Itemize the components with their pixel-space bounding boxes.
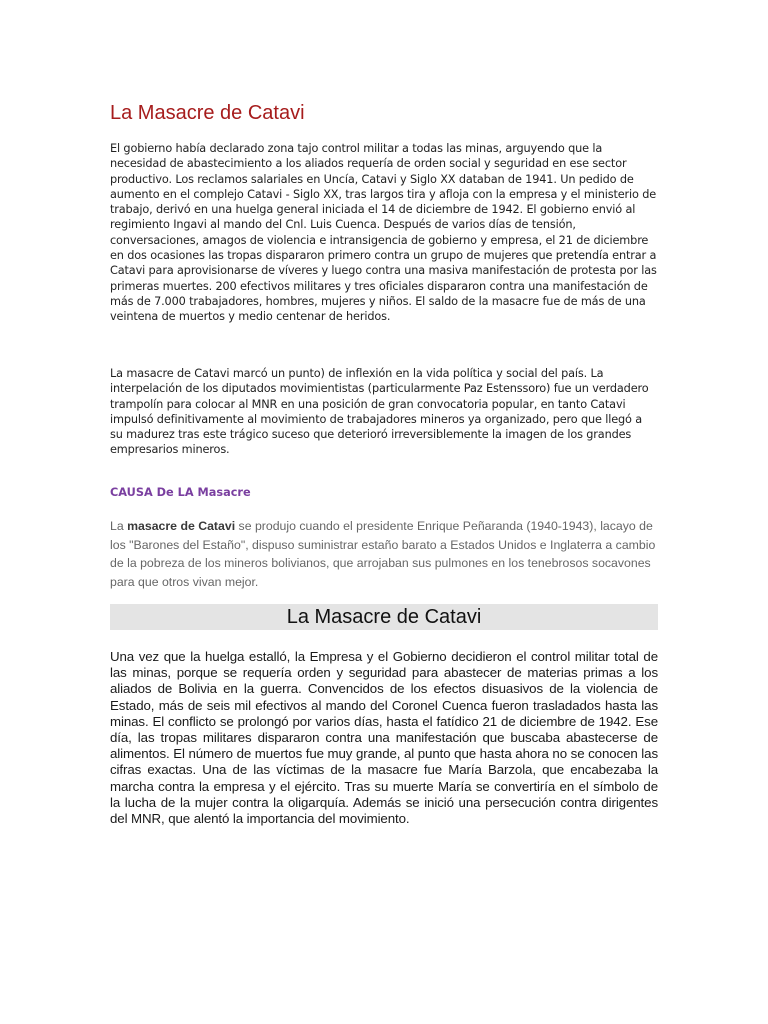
causa-heading: CAUSA De LA Masacre bbox=[110, 486, 251, 499]
section-heading: La Masacre de Catavi bbox=[286, 606, 482, 628]
paragraph-causa bbox=[110, 517, 660, 591]
paragraph-consequences: La masacre de Catavi marcó un punto) de inflexión en la vida política y social del país. La interpelación de los diputados movimientistas (particularmente Paz Estenssoro) fue un verdadero trampolín para colocar al MNR en una posición de gran convocatoria popular, en tanto Catavi impulsó definitivamente al movimiento de trabajadores mineros ya organizado, pero que llegó a su madurez tras este trágico suceso que deterioró irreversiblemente la imagen de los grandes empresarios mineros. bbox=[110, 367, 649, 457]
page-title: La Masacre de Catavi bbox=[110, 102, 305, 124]
paragraph-huelga: Una vez que la huelga estalló, la Empresa y el Gobierno decidieron el control militar total de las minas, porque se requería orden y seguridad para abastecer de materias primas a los aliados de Bolivia en la guerra. Convencidos de los efectos disuasivos de la violencia de Estado, más de seis mil efectivos al mando del Coronel Cuenca fueron trasladados hasta las minas. El conflicto se prolongó por varios días, hasta el fatídico 21 de diciembre de 1942. Ese día, las tropas militares dispararon contra una manifestación que buscaba abastecerse de alimentos. El número de muertos fue muy grande, al punto que hasta ahora no se conocen las cifras exactas. Una de las víctimas de la masacre fue María Barzola, que encabezaba la marcha contra la empresa y el ejército. Tras su muerte María se convertiría en el símbolo de la lucha de la mujer contra la oligarquía. Además se inició una persecución contra dirigentes del MNR, que alentó la importancia del movimiento. bbox=[110, 649, 658, 827]
paragraph-causa-rest: se produjo cuando el presidente Enrique Peñaranda (1940-1943), lacayo de los "Barones del Estaño", dispuso suministrar estaño barato a Estados Unidos e Inglaterra a cambio de la pobreza de los mineros bolivianos, que arrojaban sus pulmones en los tenebrosos socavones para que otros vivan mejor. bbox=[110, 519, 656, 589]
paragraph-causa-bold: masacre de Catavi bbox=[127, 519, 236, 533]
paragraph-intro: El gobierno había declarado zona tajo control militar a todas las minas, arguyendo que la necesidad de abastecimiento a los aliados requería de orden social y seguridad en ese sector productivo. Los reclamos salariales en Uncía, Catavi y Siglo XX databan de 1941. Un pedido de aumento en el complejo Catavi - Siglo XX, tras largos tira y afloja con la empresa y el ministerio de trabajo, derivó en una huelga general iniciada el 14 de diciembre de 1942. El gobierno envió al regimiento Ingavi al mando del Cnl. Luis Cuenca. Después de varios días de tensión, conversaciones, amagos de violencia e intransigencia de gobierno y empresa, el 21 de diciembre en dos ocasiones las tropas dispararon primero contra un grupo de mujeres que pretendía entrar a Catavi para aprovisionarse de víveres y luego contra una masiva manifestación de protesta por las primeras muertes. 200 efectivos militares y tres oficiales dispararon contra una manifestación de más de 7.000 trabajadores, hombres, mujeres y niños. El saldo de la masacre fue de más de una veintena de muertos y medio centenar de heridos. bbox=[110, 142, 657, 324]
paragraph-causa-prefix: La bbox=[110, 519, 128, 533]
section-heading-bar bbox=[110, 604, 658, 630]
